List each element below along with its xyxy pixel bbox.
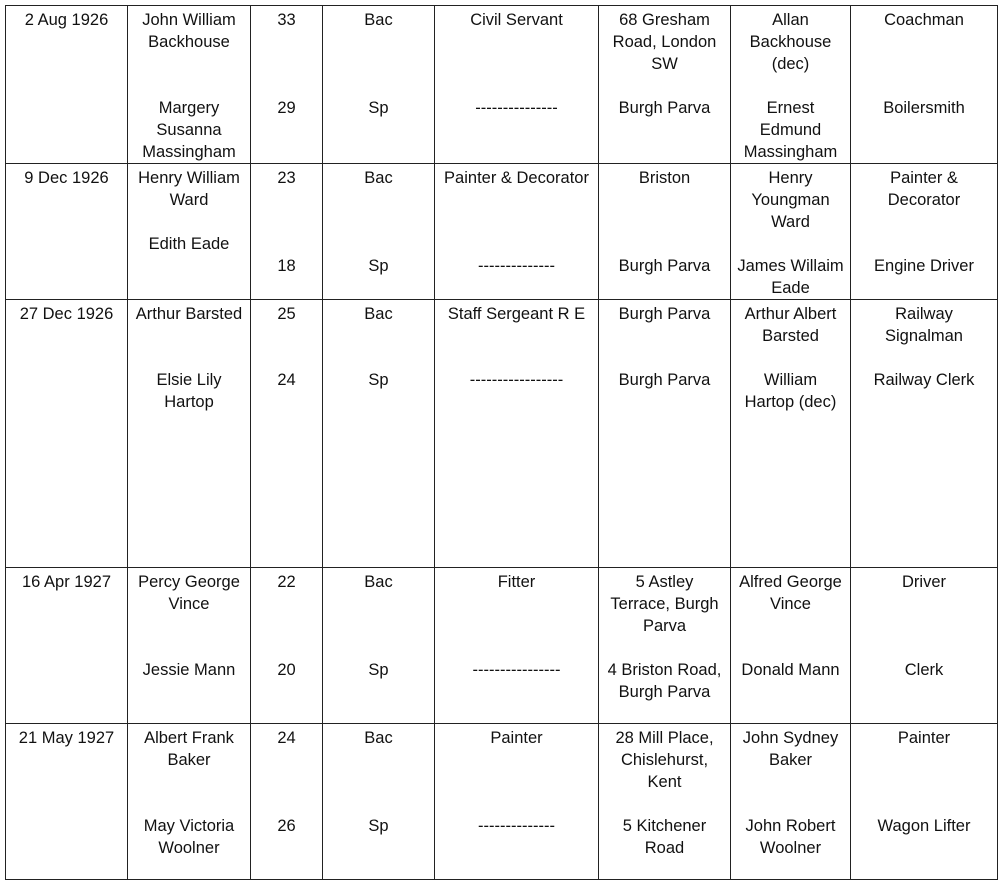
bride-rank: ---------------- xyxy=(472,661,561,679)
groom-father: John Sydney Baker xyxy=(742,729,839,769)
groom-residence: 68 Gresham Road, London SW xyxy=(612,11,717,73)
groom-age: 23 xyxy=(277,169,296,187)
bride-father-profession: Engine Driver xyxy=(874,257,974,275)
father-profession-cell xyxy=(851,724,998,880)
groom-residence: Briston xyxy=(638,169,691,187)
marriage-date: 2 Aug 1926 xyxy=(6,6,128,164)
residence-cell xyxy=(599,300,731,568)
bride-condition: Sp xyxy=(368,99,389,117)
groom-father-profession: Painter & Decorator xyxy=(887,169,961,209)
groom-father-profession: Driver xyxy=(902,573,946,591)
groom-rank: Painter xyxy=(490,729,543,747)
groom-residence: 28 Mill Place, Chislehurst, Kent xyxy=(615,729,714,791)
groom-name: Albert Frank Baker xyxy=(144,729,234,769)
bride-age: 24 xyxy=(277,371,296,389)
bride-name: May Victoria Woolner xyxy=(143,817,235,857)
groom-condition: Bac xyxy=(364,305,393,323)
bride-name: Elsie Lily Hartop xyxy=(156,371,222,411)
groom-age: 33 xyxy=(277,11,296,29)
bride-residence: 4 Briston Road, Burgh Parva xyxy=(607,661,722,701)
groom-father: Alfred George Vince xyxy=(739,573,842,613)
groom-rank: Painter & Decorator xyxy=(444,169,589,187)
father-cell xyxy=(731,724,851,880)
bride-rank: -------------- xyxy=(478,257,555,275)
residence-cell xyxy=(599,6,731,164)
table-row xyxy=(6,164,998,300)
groom-name: John William Backhouse xyxy=(142,11,236,51)
condition-cell xyxy=(323,724,435,880)
condition-cell xyxy=(323,300,435,568)
rank-cell xyxy=(435,300,599,568)
marriage-date: 21 May 1927 xyxy=(6,724,128,880)
groom-age: 25 xyxy=(277,305,296,323)
father-profession-cell xyxy=(851,164,998,300)
groom-residence: 5 Astley Terrace, Burgh Parva xyxy=(610,573,719,635)
groom-father: Arthur Albert Barsted xyxy=(744,305,837,345)
groom-condition: Bac xyxy=(364,169,393,187)
marriage-register-table xyxy=(5,5,998,880)
bride-father-profession: Boilersmith xyxy=(883,99,965,117)
age-cell xyxy=(251,300,323,568)
groom-rank: Staff Sergeant R E xyxy=(447,305,586,323)
name-cell xyxy=(128,164,251,300)
age-cell xyxy=(251,6,323,164)
father-cell xyxy=(731,164,851,300)
groom-father-profession: Coachman xyxy=(884,11,964,29)
bride-name: Jessie Mann xyxy=(142,661,236,679)
groom-residence: Burgh Parva xyxy=(618,305,711,323)
name-cell xyxy=(128,6,251,164)
condition-cell xyxy=(323,164,435,300)
bride-father-profession: Wagon Lifter xyxy=(877,817,971,835)
bride-residence: Burgh Parva xyxy=(618,99,711,117)
groom-father: Allan Backhouse (dec) xyxy=(749,11,832,73)
bride-name: Edith Eade xyxy=(148,235,230,253)
father-profession-cell xyxy=(851,6,998,164)
bride-residence: Burgh Parva xyxy=(618,371,711,389)
bride-condition: Sp xyxy=(368,817,389,835)
marriage-date: 16 Apr 1927 xyxy=(6,568,128,724)
groom-father: Henry Youngman Ward xyxy=(751,169,830,231)
residence-cell xyxy=(599,568,731,724)
groom-name: Percy George Vince xyxy=(138,573,240,613)
groom-father-profession: Painter xyxy=(897,729,951,747)
bride-name: Margery Susanna Massingham xyxy=(142,99,236,161)
bride-condition: Sp xyxy=(368,257,389,275)
bride-rank: -------------- xyxy=(478,817,555,835)
table-row xyxy=(6,568,998,724)
groom-age: 24 xyxy=(277,729,296,747)
bride-father: Ernest Edmund Massingham xyxy=(743,99,838,161)
condition-cell xyxy=(323,568,435,724)
rank-cell xyxy=(435,164,599,300)
bride-condition: Sp xyxy=(368,661,389,679)
rank-cell xyxy=(435,568,599,724)
groom-condition: Bac xyxy=(364,11,393,29)
table-row xyxy=(6,724,998,880)
bride-age: 29 xyxy=(277,99,296,117)
bride-condition: Sp xyxy=(368,371,389,389)
age-cell xyxy=(251,724,323,880)
bride-age: 26 xyxy=(277,817,296,835)
groom-condition: Bac xyxy=(364,573,393,591)
father-cell xyxy=(731,6,851,164)
groom-name: Henry William Ward xyxy=(138,169,240,209)
age-cell xyxy=(251,568,323,724)
bride-father: James Willaim Eade xyxy=(737,257,844,297)
bride-rank: --------------- xyxy=(475,99,558,117)
father-cell xyxy=(731,300,851,568)
groom-rank: Fitter xyxy=(497,573,536,591)
bride-rank: ----------------- xyxy=(469,371,564,389)
bride-father: John Robert Woolner xyxy=(745,817,836,857)
groom-rank: Civil Servant xyxy=(470,11,563,29)
table-row xyxy=(6,300,998,568)
name-cell xyxy=(128,724,251,880)
bride-residence: 5 Kitchener Road xyxy=(622,817,707,857)
bride-father: William Hartop (dec) xyxy=(744,371,837,411)
rank-cell xyxy=(435,724,599,880)
father-profession-cell xyxy=(851,568,998,724)
marriage-date: 9 Dec 1926 xyxy=(6,164,128,300)
groom-age: 22 xyxy=(277,573,296,591)
name-cell xyxy=(128,300,251,568)
condition-cell xyxy=(323,6,435,164)
father-profession-cell xyxy=(851,300,998,568)
bride-father-profession: Clerk xyxy=(904,661,944,679)
bride-residence: Burgh Parva xyxy=(618,257,711,275)
name-cell xyxy=(128,568,251,724)
age-cell xyxy=(251,164,323,300)
rank-cell xyxy=(435,6,599,164)
residence-cell xyxy=(599,724,731,880)
residence-cell xyxy=(599,164,731,300)
marriage-date: 27 Dec 1926 xyxy=(6,300,128,568)
groom-name: Arthur Barsted xyxy=(135,305,243,323)
bride-father-profession: Railway Clerk xyxy=(873,371,975,389)
groom-condition: Bac xyxy=(364,729,393,747)
bride-father: Donald Mann xyxy=(741,661,840,679)
table-row xyxy=(6,6,998,164)
groom-father-profession: Railway Signalman xyxy=(885,305,963,345)
father-cell xyxy=(731,568,851,724)
bride-age: 18 xyxy=(277,257,296,275)
bride-age: 20 xyxy=(277,661,296,679)
